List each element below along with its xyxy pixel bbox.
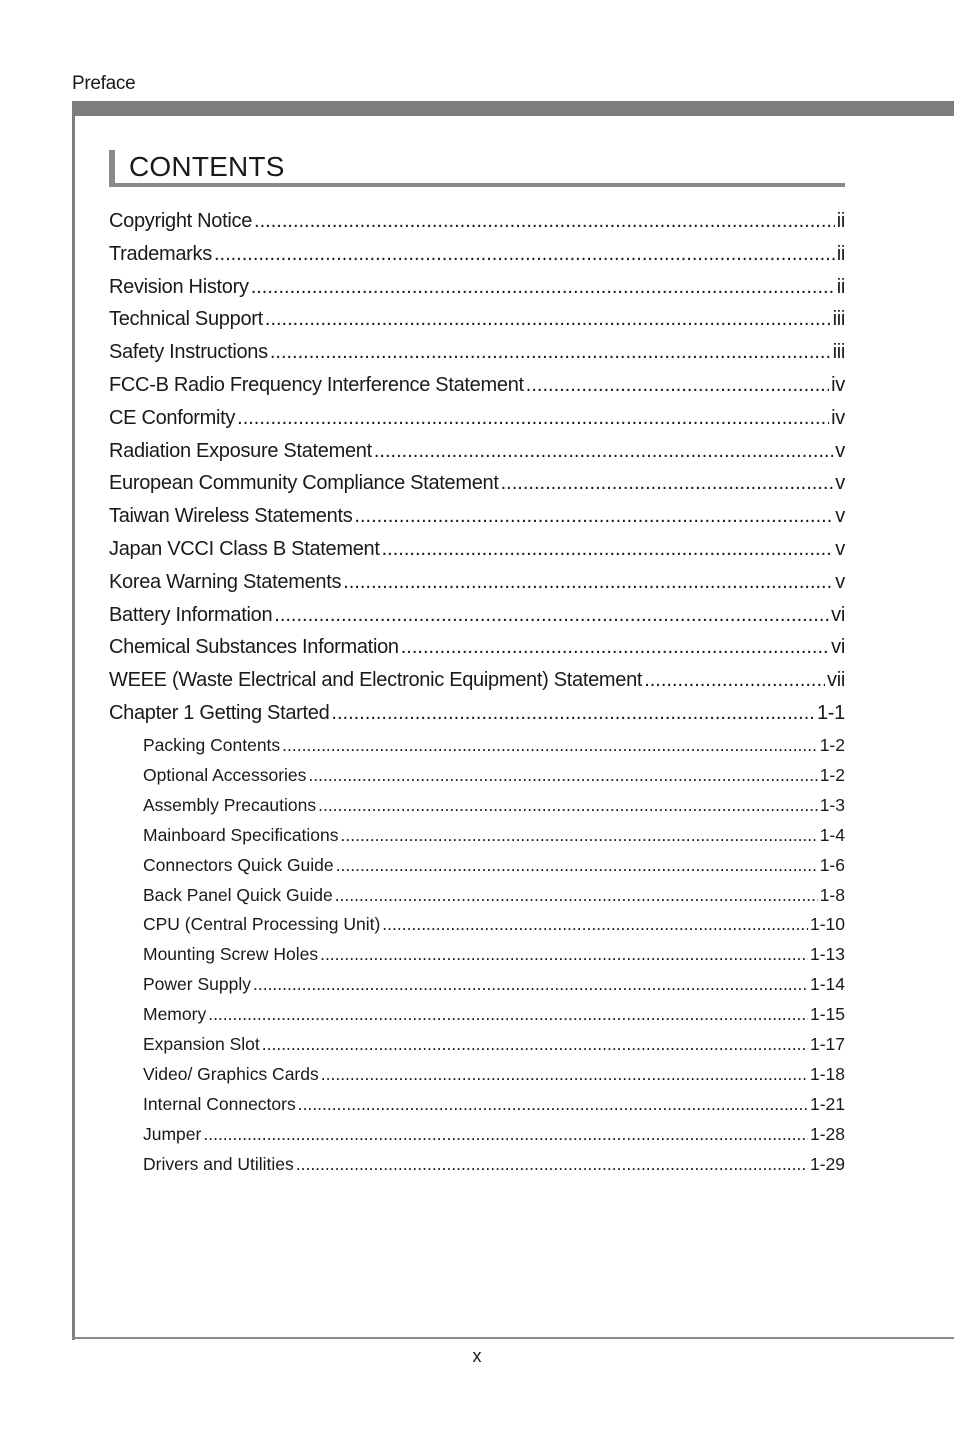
toc-entry-page: ii	[836, 242, 845, 265]
toc-entry-title: Technical Support	[109, 308, 263, 331]
page-number: x	[472, 1346, 482, 1366]
dot-leader	[401, 636, 829, 659]
dot-leader	[335, 885, 818, 906]
toc-subentry-page: 1-2	[819, 734, 845, 755]
dot-leader	[374, 440, 833, 463]
toc-entry-page: vii	[827, 669, 845, 692]
toc-subentry-page: 1-14	[809, 974, 845, 995]
toc-entry-title: Copyright Notice	[109, 210, 253, 232]
toc-entry-chemical-substances[interactable]	[109, 636, 845, 669]
dot-leader	[253, 974, 808, 995]
dot-leader	[501, 472, 834, 495]
toc-entry-korea-warning[interactable]	[109, 571, 845, 604]
dot-leader	[282, 735, 818, 756]
toc-entry-title: Battery Information	[109, 603, 273, 626]
toc-subentry-title: Expansion Slot	[143, 1034, 260, 1055]
toc-subentry-title: Drivers and Utilities	[143, 1154, 294, 1175]
dot-leader	[296, 1154, 808, 1175]
toc-entry-european-community[interactable]	[109, 472, 845, 505]
toc-entry-title: CE Conformity	[109, 406, 236, 429]
toc-entry-title: Taiwan Wireless Statements	[109, 505, 353, 528]
toc-entry-title: WEEE (Waste Electrical and Electronic Equipment) Statement	[109, 669, 643, 692]
bottom-border	[72, 1337, 954, 1339]
toc-subentry-page: 1-4	[819, 824, 845, 845]
dot-leader	[203, 1124, 808, 1145]
toc-subentry-back-panel-quick-guide[interactable]	[109, 885, 845, 915]
toc-entry-page: iii	[832, 341, 845, 364]
toc-entry-title: Revision History	[109, 275, 249, 298]
toc-subentry-title: Internal Connectors	[143, 1094, 296, 1115]
toc-entry-title: Chemical Substances Information	[109, 636, 399, 659]
dot-leader	[320, 944, 808, 965]
dot-leader	[308, 765, 817, 786]
toc-subentry-video-graphics-cards[interactable]	[109, 1064, 845, 1094]
toc-subentry-title: Connectors Quick Guide	[143, 854, 334, 875]
toc-subentry-jumper[interactable]	[109, 1124, 845, 1154]
dot-leader	[336, 855, 818, 876]
toc-entry-title: Trademarks	[109, 242, 212, 265]
dot-leader	[341, 825, 818, 846]
toc-entry-page: v	[835, 570, 845, 593]
dot-leader	[526, 374, 829, 397]
toc-entry-title: Japan VCCI Class B Statement	[109, 537, 380, 560]
toc-entry-title: FCC-B Radio Frequency Interference Statement	[109, 373, 524, 396]
toc-subentry-optional-accessories[interactable]	[109, 765, 845, 795]
toc-subentry-page: 1-29	[809, 1154, 845, 1175]
toc-subentry-internal-connectors[interactable]	[109, 1094, 845, 1124]
toc-subentry-page: 1-13	[809, 944, 845, 965]
toc-subentry-title: Back Panel Quick Guide	[143, 884, 333, 905]
toc-subentry-page: 1-8	[819, 884, 845, 905]
toc-subentry-cpu[interactable]	[109, 914, 845, 944]
dot-leader	[274, 604, 829, 627]
toc-entry-page: v	[835, 505, 845, 528]
toc-entry-fcc-b-statement[interactable]	[109, 374, 845, 407]
toc-subentry-page: 1-21	[809, 1094, 845, 1115]
toc-entry-technical-support[interactable]	[109, 308, 845, 341]
contents-title: CONTENTS	[129, 151, 285, 182]
toc-subentry-page: 1-10	[809, 914, 845, 935]
dot-leader	[644, 669, 825, 692]
toc-subentry-assembly-precautions[interactable]	[109, 795, 845, 825]
dot-leader	[254, 210, 835, 233]
toc-entry-title: Safety Instructions	[109, 341, 268, 364]
toc-entry-page: v	[835, 472, 845, 495]
toc-subentry-mounting-screw-holes[interactable]	[109, 944, 845, 974]
toc-subentry-title: Packing Contents	[143, 734, 281, 755]
toc-entry-page: 1-1	[816, 701, 845, 724]
toc-subentry-drivers-and-utilities[interactable]	[109, 1154, 845, 1184]
toc-entry-taiwan-wireless[interactable]	[109, 505, 845, 538]
dot-leader	[237, 407, 829, 430]
dot-leader	[382, 914, 808, 935]
heading-marker	[109, 150, 115, 186]
dot-leader	[354, 505, 833, 528]
dot-leader	[251, 276, 835, 299]
toc-entry-copyright-notice[interactable]	[109, 210, 845, 243]
toc-subentry-page: 1-15	[809, 1004, 845, 1025]
toc-entry-title: Chapter 1 Getting Started	[109, 701, 330, 724]
left-border	[72, 101, 75, 1340]
contents-heading	[109, 150, 845, 188]
toc-entry-title: European Community Compliance Statement	[109, 472, 499, 495]
toc-subentry-page: 1-2	[819, 764, 845, 785]
table-of-contents	[109, 210, 845, 1184]
toc-entry-title: Korea Warning Statements	[109, 570, 342, 593]
toc-entry-page: v	[835, 439, 845, 462]
dot-leader	[265, 308, 831, 331]
toc-subentry-title: Power Supply	[143, 974, 251, 995]
toc-entry-page: iii	[832, 308, 845, 331]
toc-entry-trademarks[interactable]	[109, 243, 845, 276]
toc-entry-page: vi	[831, 603, 845, 626]
toc-subentry-title: Video/ Graphics Cards	[143, 1064, 319, 1085]
toc-subentry-title: Mainboard Specifications	[143, 824, 339, 845]
dot-leader	[262, 1034, 808, 1055]
toc-entry-radiation-exposure[interactable]	[109, 440, 845, 473]
toc-subentry-connectors-quick-guide[interactable]	[109, 855, 845, 885]
dot-leader	[270, 341, 831, 364]
toc-subentry-title: CPU (Central Processing Unit)	[143, 914, 381, 935]
toc-entry-title: Radiation Exposure Statement	[109, 439, 372, 462]
toc-subentry-title: Assembly Precautions	[143, 794, 317, 815]
dot-leader	[331, 702, 815, 725]
toc-subentry-title: Jumper	[143, 1124, 202, 1145]
toc-subentry-page: 1-6	[819, 854, 845, 875]
heading-underline	[109, 183, 845, 187]
dot-leader	[318, 795, 818, 816]
dot-leader	[382, 538, 834, 561]
dot-leader	[321, 1064, 808, 1085]
toc-entry-page: ii	[836, 275, 845, 298]
toc-subentry-power-supply[interactable]	[109, 974, 845, 1004]
toc-entry-page: iv	[831, 373, 845, 396]
toc-subentry-title: Memory	[143, 1004, 207, 1025]
dot-leader	[343, 571, 833, 594]
toc-entry-japan-vcci[interactable]	[109, 538, 845, 571]
toc-entry-ce-conformity[interactable]	[109, 407, 845, 440]
toc-subentry-page: 1-17	[809, 1034, 845, 1055]
toc-subentry-page: 1-28	[809, 1124, 845, 1145]
toc-subentry-title: Mounting Screw Holes	[143, 944, 319, 965]
toc-entry-weee-statement[interactable]	[109, 669, 845, 702]
toc-subentry-mainboard-specifications[interactable]	[109, 825, 845, 855]
toc-subentry-memory[interactable]	[109, 1004, 845, 1034]
toc-subentry-page: 1-18	[809, 1064, 845, 1085]
toc-entry-safety-instructions[interactable]	[109, 341, 845, 374]
toc-entry-page: vi	[831, 636, 845, 659]
toc-subentry-page: 1-3	[819, 794, 845, 815]
dot-leader	[214, 243, 835, 266]
toc-entry-page: iv	[831, 406, 845, 429]
toc-entry-chapter-1[interactable]	[109, 702, 845, 735]
toc-entry-revision-history[interactable]	[109, 276, 845, 309]
header-bar	[72, 101, 954, 116]
section-label: Preface	[72, 73, 136, 94]
dot-leader	[208, 1004, 808, 1025]
toc-entry-page: ii	[836, 210, 845, 232]
toc-subentry-title: Optional Accessories	[143, 764, 307, 785]
toc-subentry-expansion-slot[interactable]	[109, 1034, 845, 1064]
toc-entry-battery-information[interactable]	[109, 604, 845, 637]
toc-entry-page: v	[835, 537, 845, 560]
toc-subentry-packing-contents[interactable]	[109, 735, 845, 765]
dot-leader	[298, 1094, 808, 1115]
